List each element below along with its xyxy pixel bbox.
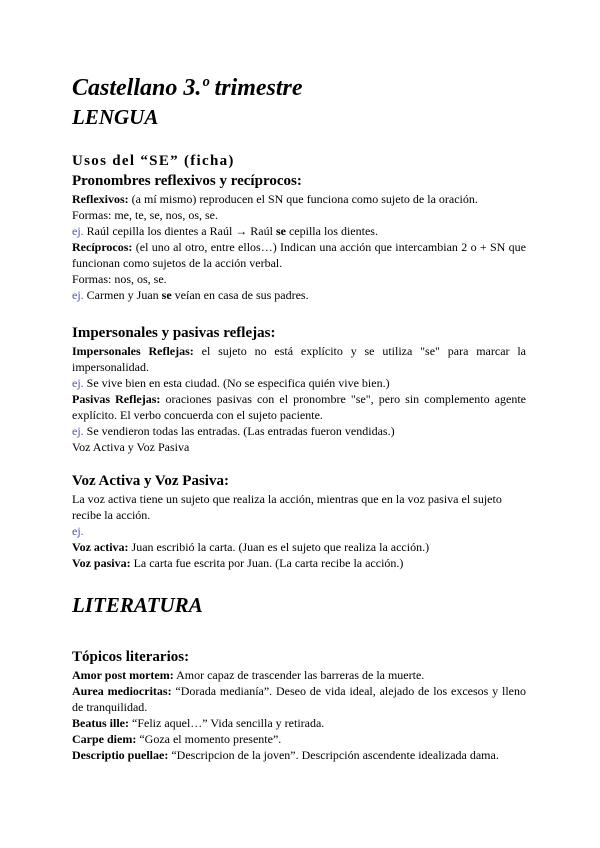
pasivas-example [72, 423, 526, 439]
topico-item-beatus-ille [72, 715, 526, 731]
example-label: ej. [72, 376, 84, 390]
example-text-after: cepilla los dientes. [288, 224, 378, 238]
impersonales-example [72, 375, 526, 391]
impersonales-definition [72, 343, 526, 359]
reciprocos-definition-text: (el uno al otro, entre ellos…) Indican una acción que intercambian 2 o + SN que [135, 240, 526, 254]
voz-activa-pasiva-heading: Voz Activa y Voz Pasiva: [72, 473, 229, 489]
topico-term: Beatus ille: [72, 716, 129, 730]
example-label: ej. [72, 288, 84, 302]
topico-description: “Descripcion de la joven”. Descripción ascendente idealizada dama. [171, 748, 499, 762]
pasivas-term: Pasivas Reflejas: [72, 392, 161, 406]
reciprocos-formas: Formas: nos, os, se. [72, 272, 167, 286]
pronombres-heading: Pronombres reflexivos y recíprocos: [72, 173, 302, 189]
example-pronoun-se: se [275, 224, 286, 238]
example-text-before: Carmen y Juan [86, 288, 159, 302]
document-title: Castellano 3.º trimestre [72, 75, 303, 101]
pasivas-definition-continued: explícito. El verbo concuerda con el sujeto paciente. [72, 408, 323, 422]
usos-se-section [72, 151, 526, 303]
reflexivos-definition-text: (a mí mismo) reproducen el SN que funciona como sujeto de la oración. [131, 192, 478, 206]
reciprocos-definition-continued: funcionan como sujetos de la acción verbal. [72, 256, 283, 270]
impersonales-pasivas-section [72, 323, 526, 455]
reflexivos-formas: Formas: me, te, se, nos, os, se. [72, 208, 218, 222]
topico-term: Carpe diem: [72, 732, 137, 746]
topico-description: Amor capaz de trascender las barreras de la muerte. [176, 668, 425, 682]
usos-se-heading: Usos del “SE” (ficha) [72, 153, 235, 169]
reflexivos-definition [72, 191, 526, 207]
topico-description: “Feliz aquel…” Vida sencilla y retirada. [132, 716, 325, 730]
topico-description: “Dorada medianía”. Deseo de vida ideal, alejado de los excesos y lleno [175, 684, 526, 698]
section-title-lengua: LENGUA [72, 105, 159, 129]
voz-pasiva-term: Voz pasiva: [72, 556, 131, 570]
topico-description-continued: de tranquilidad. [72, 700, 148, 714]
reciprocos-definition [72, 239, 526, 255]
topico-description: “Goza el momento presente”. [139, 732, 282, 746]
example-text: Se vendieron todas las entradas. (Las entradas fueron vendidas.) [86, 424, 395, 438]
reciprocos-example [72, 287, 526, 303]
voz-intro: La voz activa tiene un sujeto que realiza la acción, mientras que en la voz pasiva el sujeto [72, 492, 502, 506]
voz-activa-text: Juan escribió la carta. (Juan es el sujeto que realiza la acción.) [131, 540, 430, 554]
topico-term: Amor post mortem: [72, 668, 174, 682]
reflexivos-example [72, 223, 526, 239]
example-text: Se vive bien en esta ciudad. (No se especifica quién vive bien.) [86, 376, 390, 390]
voz-intro-continued: recibe la acción. [72, 508, 151, 522]
example-text-after: veían en casa de sus padres. [174, 288, 309, 302]
voz-activa-term: Voz activa: [72, 540, 129, 554]
example-pronoun-se: se [161, 288, 172, 302]
voz-note: Voz Activa y Voz Pasiva [72, 440, 190, 454]
topico-item-aurea-mediocritas [72, 683, 526, 699]
example-label: ej. [72, 424, 84, 438]
topico-term: Descriptio puellae: [72, 748, 169, 762]
topico-item-carpe-diem [72, 731, 526, 747]
section-title-literatura: LITERATURA [72, 593, 203, 617]
reflexivos-term: Reflexivos: [72, 192, 129, 206]
voz-activa-pasiva-section [72, 471, 526, 571]
voz-pasiva-example [72, 555, 526, 571]
example-text-before: Raúl cepilla los dientes a Raúl → Raúl [86, 224, 273, 238]
topico-item-descriptio-puellae [72, 747, 526, 763]
impersonales-definition-text: el sujeto no está explícito y se utiliza "se" para marcar la [201, 344, 526, 358]
pasivas-definition-text: oraciones pasivas con el pronombre "se", pero sin complemento agente [165, 392, 526, 406]
topico-term: Aurea mediocritas: [72, 684, 172, 698]
voz-activa-example [72, 539, 526, 555]
impersonales-term: Impersonales Reflejas: [72, 344, 194, 358]
pasivas-definition [72, 391, 526, 407]
voz-pasiva-text: La carta fue escrita por Juan. (La carta recibe la acción.) [133, 556, 404, 570]
voz-example-label-line [72, 523, 526, 539]
topico-item-amor-post-mortem [72, 667, 526, 683]
topicos-heading: Tópicos literarios: [72, 649, 190, 665]
topicos-literarios-section [72, 647, 526, 763]
impersonales-pasivas-heading: Impersonales y pasivas reflejas: [72, 325, 276, 341]
example-label: ej. [72, 224, 84, 238]
reciprocos-term: Recíprocos: [72, 240, 133, 254]
example-label: ej. [72, 524, 84, 538]
impersonales-definition-continued: impersonalidad. [72, 360, 149, 374]
